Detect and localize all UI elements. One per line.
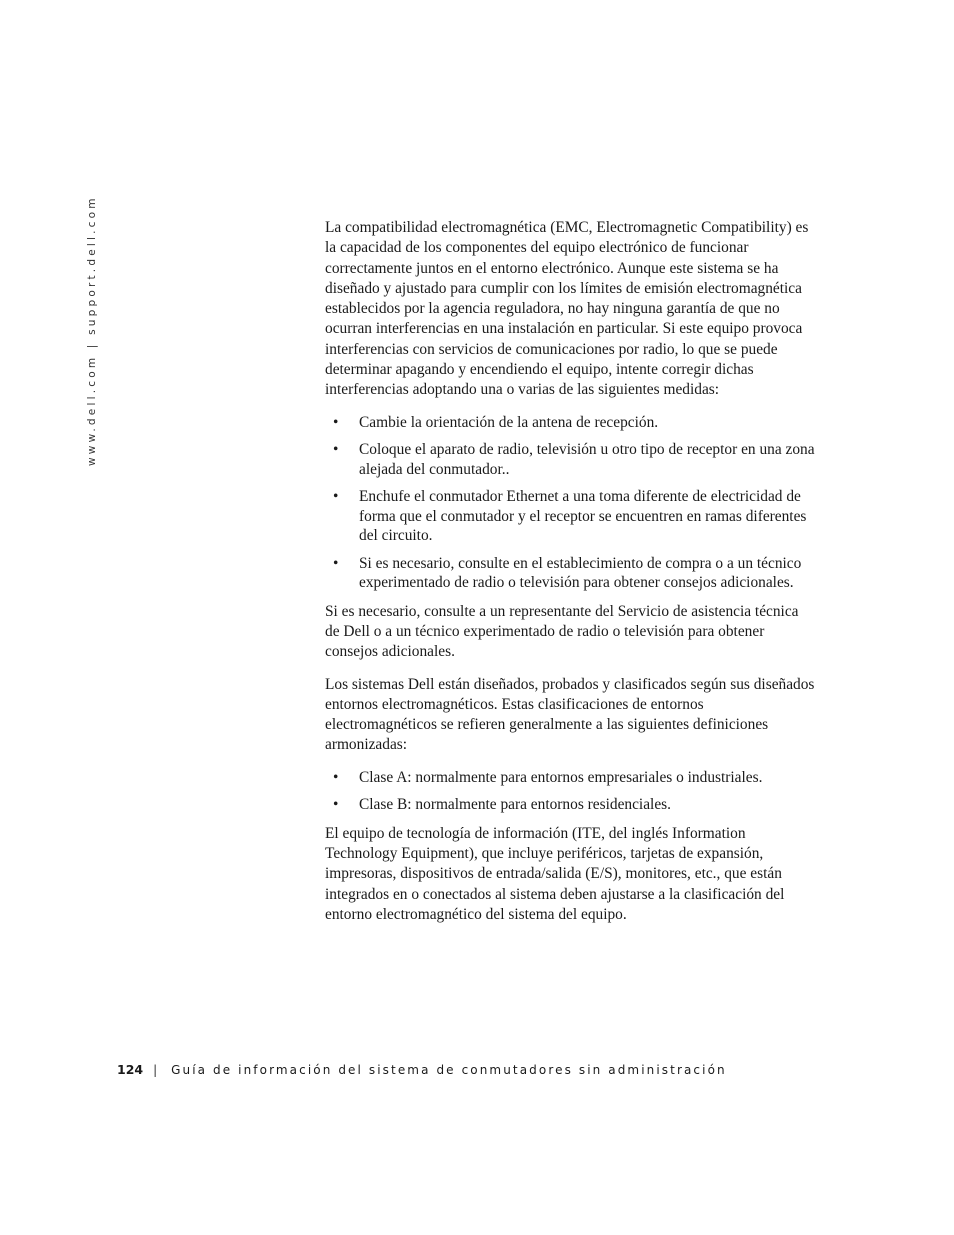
- dell-support-paragraph: Si es necesario, consulte a un representante del Servicio de asistencia técnica de Dell o a un técnico experimentado de radio o televisión para obtener consejos adicionales.: [325, 602, 799, 661]
- main-content: [325, 218, 815, 937]
- bullet-icon: •: [333, 413, 339, 431]
- emc-intro-paragraph: La compatibilidad electromagnética (EMC, Electromagnetic Compatibility) es la capacidad de los componentes del equipo electrónico de funcionar correctamente juntos en el entorno electrónico. Aunque este sistema se ha diseñado y ajustado para cumplir con los límites de emisión electromagnética establecidos por la agencia reguladora, no hay ninguna garantía de que no ocurran interferencias en una instalación en particular. Si este equipo provoca interferencias con servicios de comunicaciones por radio, lo que se puede determinar apagando y encendiendo el equipo, intente corregir dichas interferencias adoptando una o varias de las siguientes medidas:: [325, 219, 809, 399]
- list-item-text: Si es necesario, consulte en el establecimiento de compra o a un técnico experimentado de radio o televisión para obtener consejos adicionales.: [359, 554, 802, 592]
- class-list: [325, 768, 815, 815]
- footer-separator: |: [153, 1063, 158, 1077]
- page-footer: [117, 1062, 727, 1077]
- list-item: [325, 795, 815, 815]
- list-item-text: Coloque el aparato de radio, televisión u otro tipo de receptor en una zona alejada del conmutador..: [359, 441, 815, 478]
- list-item-text: Clase B: normalmente para entornos residenciales.: [359, 796, 671, 814]
- ite-paragraph: El equipo de tecnología de información (ITE, del inglés Information Technology Equipment), que incluye periféricos, tarjetas de expansión, impresoras, dispositivos de entrada/salida (E/S), monitores, etc., que están integrados en o conectados al sistema deben ajustarse a la clasificación del entorno electromagnético del sistema del equipo.: [325, 824, 785, 923]
- list-item: [325, 554, 815, 593]
- document-title: Guía de información del sistema de conmutadores sin administración: [171, 1063, 727, 1077]
- list-item-text: Clase A: normalmente para entornos empresariales o industriales.: [359, 768, 763, 786]
- classification-paragraph: Los sistemas Dell están diseñados, probados y clasificados según sus diseñados entornos electromagnéticos. Estas clasificaciones de entornos electromagnéticos se refieren generalmente a las siguientes definiciones armonizadas:: [325, 675, 815, 754]
- bullet-icon: •: [333, 796, 339, 814]
- page-number: 124: [117, 1062, 144, 1077]
- list-item-text: Cambie la orientación de la antena de recepción.: [359, 413, 659, 431]
- mitigation-list: [325, 413, 815, 593]
- list-item: [325, 440, 815, 479]
- bullet-icon: •: [333, 441, 339, 459]
- list-item: [325, 768, 815, 788]
- bullet-icon: •: [333, 488, 339, 506]
- bullet-icon: •: [333, 554, 339, 572]
- bullet-icon: •: [333, 768, 339, 786]
- list-item: [325, 487, 815, 546]
- list-item: [325, 413, 815, 433]
- sidebar-url-text: www.dell.com | support.dell.com: [86, 195, 98, 466]
- list-item-text: Enchufe el conmutador Ethernet a una toma diferente de electricidad de forma que el conmutador y el receptor se encuentren en ramas diferentes del circuito.: [359, 488, 807, 545]
